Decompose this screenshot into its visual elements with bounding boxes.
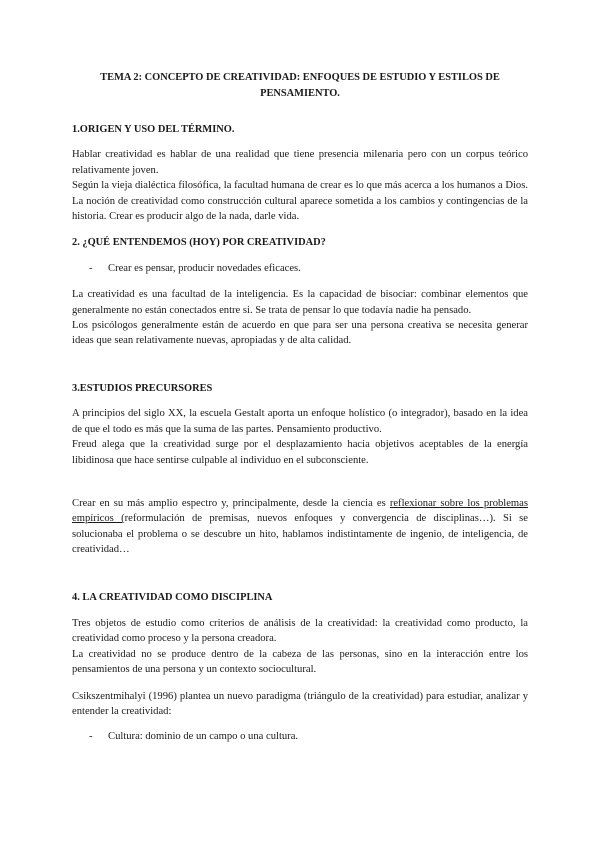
section-2-paragraph-a: La creatividad es una facultad de la inteligencia. Es la capacidad de bisociar: combinar elementos que generalmente no están conectados entre si. Se trata de pensar lo que todavía nadie ha pensado. bbox=[72, 289, 528, 316]
list-item-text: Crear es pensar, producir novedades eficaces. bbox=[108, 262, 301, 274]
section-2-list bbox=[72, 261, 528, 276]
section-3-paragraph-a: A principios del siglo XX, la escuela Gestalt aporta un enfoque holístico (o integrador), basado en la idea de que el todo es más que la suma de las partes. Pensamiento productivo. bbox=[72, 408, 528, 435]
section-1-paragraph-b: Según la vieja dialéctica filosófica, la facultad humana de crear es lo que más acerca a los humanos a Dios. La noción de creatividad como construcción cultural aparece sometida a los cambios y contingencias de la historia. Crear es producir algo de la nada, darle vida. bbox=[72, 180, 528, 223]
section-heading-que-entendemos: 2. ¿QUÉ ENTENDEMOS (HOY) POR CREATIVIDAD? bbox=[72, 237, 326, 249]
section-2-paragraph-b: Los psicólogos generalmente están de acuerdo en que para ser una persona creativa se necesita generar ideas que sean relativamente nuevas, apropiadas y de alta calidad. bbox=[72, 320, 528, 347]
section-1-paragraph-a: Hablar creatividad es hablar de una realidad que tiene presencia milenaria pero con un corpus teórico relativamente joven. bbox=[72, 149, 528, 176]
underlined-text: reflexionar sobre los problemas empíricos ( bbox=[72, 497, 528, 525]
paragraph-text: Crear en su más amplio espectro y, principalmente, desde la ciencia es bbox=[72, 497, 390, 509]
section-heading-origen: 1.ORIGEN Y USO DEL TÉRMINO. bbox=[72, 124, 235, 135]
document-title: TEMA 2: CONCEPTO DE CREATIVIDAD: ENFOQUES DE ESTUDIO Y ESTILOS DE PENSAMIENTO. bbox=[100, 72, 500, 99]
section-3-paragraph-c bbox=[72, 496, 528, 558]
section-4-paragraph-a: Tres objetos de estudio como criterios de análisis de la creatividad: la creatividad como producto, la creatividad como proceso y la persona creadora. bbox=[72, 617, 528, 645]
dash-bullet: - bbox=[89, 262, 93, 274]
list-item bbox=[72, 261, 528, 276]
section-heading-estudios: 3.ESTUDIOS PRECURSORES bbox=[72, 382, 213, 394]
list-item-text: Cultura: dominio de un campo o una cultura. bbox=[108, 731, 299, 743]
section-3-paragraph-b: Freud alega que la creatividad surge por el desplazamiento hacia objetivos aceptables de la energía libidinosa que hace sentirse culpable al individuo en el subconsciente. bbox=[72, 439, 528, 466]
section-heading-disciplina: 4. LA CREATIVIDAD COMO DISCIPLINA bbox=[72, 591, 273, 603]
document-page bbox=[72, 70, 528, 745]
section-4-list bbox=[72, 729, 528, 744]
list-item bbox=[72, 729, 528, 744]
dash-bullet: - bbox=[89, 731, 93, 743]
section-4-paragraph-c: Csikszentmihalyi (1996) plantea un nuevo paradigma (triángulo de la creatividad) para estudiar, analizar y entender la creatividad: bbox=[72, 690, 528, 717]
section-4-paragraph-b: La creatividad no se produce dentro de la cabeza de las personas, sino en la interacción entre los pensamientos de una persona y un contexto sociocultural. bbox=[72, 648, 528, 676]
paragraph-text: reformulación de premisas, nuevos enfoques y convergencia de disciplinas…). Si se solucionaba el problema o se descubre un hito, hablamos indistintamente de ingenio, de inteligencia, de creatividad… bbox=[72, 513, 528, 556]
